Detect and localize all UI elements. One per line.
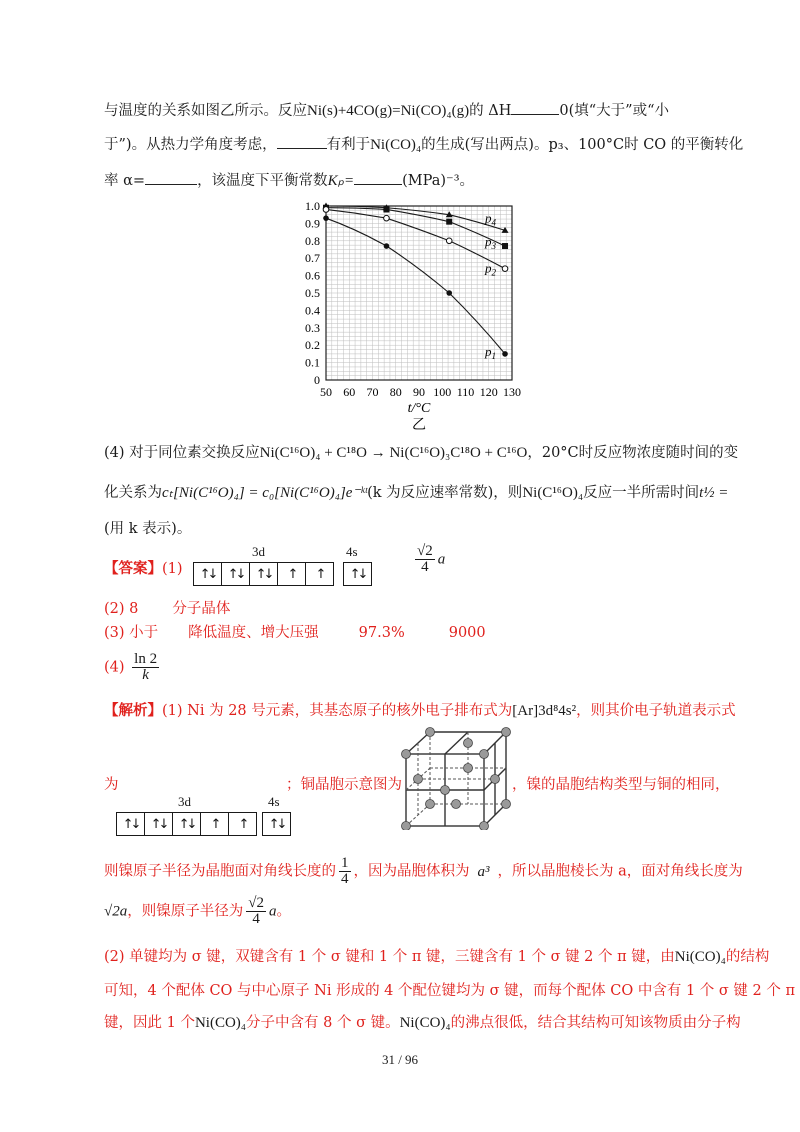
exchange-equation: Ni(C¹⁶O)₄ + C¹⁸O → Ni(C¹⁶O)₃C¹⁸O + C¹⁶O [259,445,528,461]
analysis-text: 则镍原子半径为晶胞面对角线长度的 [104,863,336,880]
chart-x-label: t/°C [407,401,431,416]
analysis-line-4 [104,896,291,927]
intro-text: 的 ΔH [469,103,512,119]
marker-p2 [502,266,508,272]
intro-text: 有利于 [326,137,371,153]
fraction-denominator: 4 [341,871,349,887]
answer-1-value [412,544,445,575]
ni-co4-formula: Ni(CO)₄ [370,137,422,153]
fraction-numerator: 1 [341,855,349,871]
analysis-line-7 [104,1012,741,1034]
orbital-box: ↑ [228,812,257,836]
half-life-symbol: t½ = [699,485,729,501]
q4-text: 反应一半所需时间 [583,485,700,501]
orbital-box: ↑↓ [144,812,172,836]
analysis-text: 。 [276,903,291,920]
y-tick-label: 0.6 [305,268,320,283]
x-tick-label: 130 [503,385,521,399]
fraction-denominator: 4 [252,911,260,927]
intro-line-1 [104,100,669,122]
orbital-box: ↑↓ [221,562,249,586]
x-tick-label: 70 [366,385,379,399]
y-tick-label: 0.1 [305,355,320,370]
answer-blank [277,134,327,149]
marker-p2 [323,207,329,213]
analysis-text: ；铜晶胞示意图为 [286,777,402,793]
marker-p1 [502,351,508,357]
fraction-numerator: ln 2 [134,651,158,667]
analysis-text: ，所以晶胞棱长为 a，面对角线长度为 [497,863,743,880]
y-tick-label: 0.8 [305,233,320,248]
orbital-box: ↑↓ [249,562,277,586]
series-line-p3 [326,208,505,246]
variable-a: a [268,903,277,920]
intro-text: 与温度的关系如图乙所示。反应 [104,103,307,119]
series-line-p2 [326,209,505,268]
analysis-line-5 [104,946,769,968]
q4-text: (k 为反应速率常数)，则 [367,485,523,501]
answer-blank [145,170,197,185]
analysis-text: ，因为晶胞体积为 [353,863,470,880]
analysis-4s-orbital [262,812,291,836]
orbital-box: ↑↓ [193,562,221,586]
intro-text: (MPa) [402,173,447,189]
copper-unit-cell-diagram [400,726,512,830]
series-line-p4 [326,206,505,230]
analysis-text: 的结构 [725,949,770,965]
x-tick-label: 120 [479,385,498,399]
answer-line-1 [104,558,183,580]
analysis-line-3 [104,856,743,887]
analysis-line-6 [104,980,795,1002]
answer-part-3b: 降低温度、增大压强 [188,625,319,641]
series-label-p3: $p_3$ [485,234,497,252]
fraction-numerator: √2 [248,895,264,911]
analysis-line-2c [512,774,730,796]
q4-text: 化关系为 [104,485,162,501]
series-label-p4: $p_4$ [485,210,497,228]
marker-p1 [323,215,329,221]
fraction-numerator: √2 [417,543,433,559]
x-tick-label: 60 [343,385,356,399]
answer-line-4 [104,652,162,683]
series-label-p1: $p_1$ [485,343,497,361]
y-tick-label: 0.7 [305,251,320,266]
intro-text: 的生成(写出两点)。 [421,137,549,153]
answer-label: 【答案】 [104,560,162,577]
y-tick-label: 0.2 [305,338,320,353]
marker-p3 [502,243,508,249]
intro-line-3 [104,170,474,192]
answer-line-2 [104,598,230,620]
fraction-denominator: 4 [421,559,429,575]
q4-line-2 [104,482,728,504]
answer-4s-orbital [343,562,372,586]
equilibrium-chart [0,196,800,436]
ni-co4-formula: Ni(CO)₄ [194,1015,247,1031]
page-number: 31 / 96 [381,1052,419,1067]
analysis-text: 分子中含有 8 个 σ 键。 [246,1015,400,1031]
face-diagonal: √2a [104,903,128,920]
orbital-box: ↑↓ [262,812,291,836]
q4-line-1 [104,442,738,464]
ni-co4-formula: Ni(CO)₄ [674,949,726,965]
marker-p3 [383,206,389,212]
intro-text: ，该温度下平衡常数 [197,173,328,189]
answer-part-2: (2) 8 [104,601,139,617]
analysis-3d-orbital [116,812,257,836]
fraction-denominator: k [142,667,149,683]
analysis-text: 为 [104,777,119,793]
orbital-3d-label: 3d [178,794,191,809]
ni-co4-formula: Ni(CO)₄ [399,1015,451,1031]
y-tick-label: 0.3 [305,320,320,335]
orbital-3d-label: 3d [252,544,265,559]
x-tick-label: 90 [413,385,425,399]
analysis-line-2b [286,774,402,796]
answer-blank [354,170,402,185]
cell-volume: a³ [477,863,490,880]
orbital-box: ↑ [277,562,305,586]
answer-3d-orbital [193,562,334,586]
analysis-text: 键，因此 1 个 [104,1015,195,1031]
y-tick-label: 0 [314,373,320,387]
marker-p2 [384,215,390,221]
orbital-box: ↑ [305,562,334,586]
analysis-text: ，则镍原子半径为 [127,903,244,920]
orbital-box: ↑↓ [116,812,144,836]
analysis-text: (1) Ni 为 28 号元素，其基态原子的核外电子排布式为 [162,703,513,719]
x-tick-label: 100 [433,385,452,399]
intro-text: ⁻³。 [446,173,475,189]
analysis-text: 可知，4 个配体 CO 与中心原子 Ni 形成的 4 个配位键均为 σ 键，而每个配体 CO 中含有 1 个 σ 键 2 个 π [104,983,795,999]
rate-equation: cₜ[Ni(C¹⁶O)₄] = c₀[Ni(C¹⁶O)₄]e⁻ᵏᵗ [162,485,368,501]
marker-p3 [446,219,452,225]
intro-text: 0(填“大于”或“小 [559,103,669,119]
kp-symbol: Kₚ= [327,173,355,189]
q4-text: (4) 对于同位素交换反应 [104,445,260,461]
orbital-box: ↑ [200,812,228,836]
x-tick-label: 110 [456,385,475,399]
q4-line-3 [104,518,191,540]
answer-part-3c: 97.3% [358,625,405,641]
answer-part-3: (3) 小于 [104,625,159,641]
species-formula: Ni(C¹⁶O)₄ [522,485,584,501]
intro-text: 于”)。从热力学角度考虑， [104,137,277,153]
orbital-box: ↑↓ [343,562,372,586]
variable-a: a [437,551,446,568]
analysis-text: 的沸点很低，结合其结构可知该物质由分子构 [450,1015,741,1031]
intro-line-2 [104,134,743,156]
analysis-text: ，则其价电子轨道表示式 [576,703,736,719]
marker-p1 [446,290,452,296]
intro-text: 率 α= [104,173,146,189]
orbital-4s-label: 4s [346,544,358,559]
series-label-p2: $p_2$ [485,260,497,278]
orbital-4s-label: 4s [268,794,280,809]
y-tick-label: 0.4 [305,303,320,318]
x-tick-label: 80 [389,385,402,399]
series-line-p1 [326,218,505,354]
q4-text: ，20°C时反应物浓度随时间的变 [527,445,739,461]
marker-p1 [384,243,390,249]
answer-line-3 [104,622,486,644]
analysis-line-2a [104,774,119,796]
intro-text: p₃、100°C时 CO 的平衡转化 [548,137,744,153]
analysis-text: (2) 单键均为 σ 键，双键含有 1 个 σ 键和 1 个 π 键，三键含有 1 个 σ 键 2 个 π 键，由 [104,949,675,965]
chart-markers [323,203,509,357]
electron-config: [Ar]3d⁸4s² [512,703,577,719]
answer-part-3d: 9000 [448,625,486,641]
q4-text: (用 k 表示)。 [104,521,192,537]
analysis-line-1 [104,700,736,722]
y-tick-label: 0.5 [305,286,320,300]
reaction-formula: Ni(s)+4CO(g)=Ni(CO)₄(g) [307,103,470,119]
marker-p2 [446,238,452,244]
answer-part-1: (1) [162,561,183,577]
analysis-label: 【解析】 [104,702,162,719]
answer-part-2b: 分子晶体 [172,601,231,617]
y-tick-label: 1.0 [305,199,320,213]
answer-blank [511,100,559,115]
answer-part-4: (4) [104,659,125,676]
chart-caption: 乙 [412,417,426,433]
y-tick-label: 0.9 [305,216,320,231]
x-tick-label: 50 [320,385,332,399]
analysis-text: ，镍的晶胞结构类型与铜的相同， [512,777,730,793]
orbital-box: ↑↓ [172,812,200,836]
